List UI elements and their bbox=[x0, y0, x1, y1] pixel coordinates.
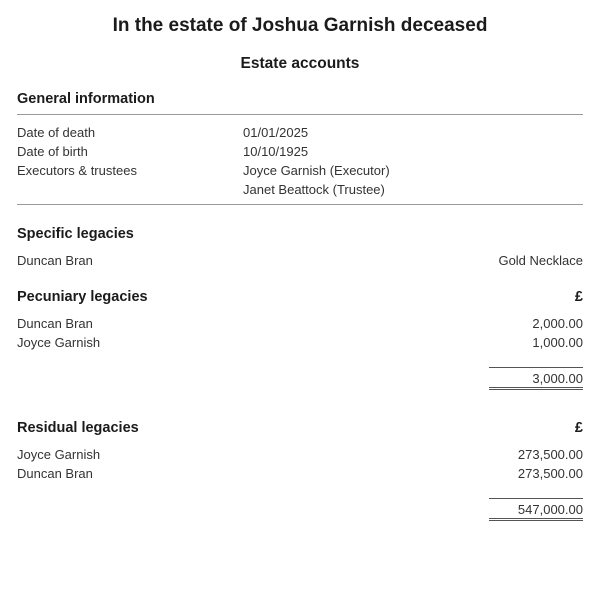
residual-total: 547,000.00 bbox=[517, 502, 583, 517]
pecuniary-legacies-heading: Pecuniary legacies bbox=[17, 289, 148, 305]
residual-currency-symbol: £ bbox=[574, 420, 583, 436]
specific-legacy-item: Gold Necklace bbox=[498, 253, 583, 268]
residual-legacies-heading: Residual legacies bbox=[17, 420, 139, 436]
trustee-value: Janet Beattock (Trustee) bbox=[243, 182, 385, 197]
date-of-birth-label: Date of birth bbox=[17, 144, 88, 159]
residual-legacy-name: Duncan Bran bbox=[17, 466, 93, 481]
executors-trustees-label: Executors & trustees bbox=[17, 163, 137, 178]
total-double-rule bbox=[489, 518, 583, 521]
specific-legacies-heading: Specific legacies bbox=[17, 226, 134, 242]
total-rule bbox=[489, 367, 583, 368]
pecuniary-legacy-name: Joyce Garnish bbox=[17, 335, 101, 350]
section-divider bbox=[17, 114, 583, 115]
pecuniary-total: 3,000.00 bbox=[532, 371, 583, 386]
pecuniary-legacy-amount: 2,000.00 bbox=[532, 316, 583, 331]
total-rule bbox=[489, 498, 583, 499]
residual-legacy-amount: 273,500.00 bbox=[517, 466, 583, 481]
section-divider bbox=[17, 204, 583, 205]
pecuniary-legacy-amount: 1,000.00 bbox=[532, 335, 583, 350]
date-of-death-label: Date of death bbox=[17, 125, 96, 140]
pecuniary-legacy-name: Duncan Bran bbox=[17, 316, 93, 331]
total-double-rule bbox=[489, 387, 583, 390]
date-of-birth-value: 10/10/1925 bbox=[243, 144, 309, 159]
date-of-death-value: 01/01/2025 bbox=[243, 125, 309, 140]
residual-legacy-name: Joyce Garnish bbox=[17, 447, 101, 462]
pecuniary-currency-symbol: £ bbox=[574, 289, 583, 305]
document-title: In the estate of Joshua Garnish deceased bbox=[112, 15, 488, 36]
general-information-heading: General information bbox=[17, 91, 155, 107]
specific-legacy-name: Duncan Bran bbox=[17, 253, 93, 268]
executor-value: Joyce Garnish (Executor) bbox=[243, 163, 390, 178]
residual-legacy-amount: 273,500.00 bbox=[517, 447, 583, 462]
document-subtitle: Estate accounts bbox=[240, 55, 360, 72]
